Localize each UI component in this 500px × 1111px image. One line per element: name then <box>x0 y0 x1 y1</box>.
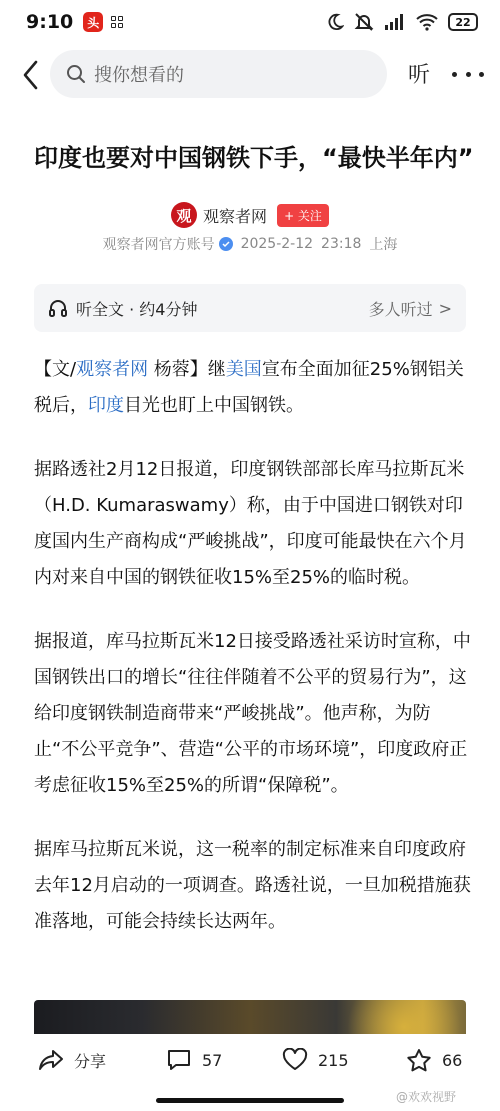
moon-icon <box>326 13 344 31</box>
bottom-action-bar <box>0 1034 500 1111</box>
article-title: 印度也要对中国钢铁下手，“最快半年内” <box>34 144 474 172</box>
listen-full-text-bar[interactable] <box>34 284 466 332</box>
account-type-label: 观察者网官方账号 <box>102 237 215 253</box>
status-icons <box>326 12 478 32</box>
publish-date: 2025-2-12 <box>240 236 314 252</box>
search-placeholder: 搜你想看的 <box>94 65 184 86</box>
link-usa[interactable]: 美国 <box>225 359 262 380</box>
back-arrow-icon[interactable] <box>18 58 44 92</box>
article-image[interactable] <box>34 1000 466 1034</box>
follow-button[interactable]: + 关注 <box>277 204 329 227</box>
author-row <box>0 198 500 232</box>
watermark: @欢欢视野 <box>396 1090 457 1104</box>
link-guancha[interactable]: 观察者网 <box>76 359 149 380</box>
status-time: 9:10 <box>26 11 74 33</box>
share-label: 分享 <box>74 1051 107 1071</box>
text: 宣布全面加征25%钢铝关税后， <box>34 359 464 416</box>
text: 【文/ <box>34 359 77 380</box>
battery-icon: 22 <box>448 13 478 31</box>
publish-location: 上海 <box>369 237 398 253</box>
search-input[interactable] <box>50 50 387 98</box>
paragraph-4: 据库马拉斯瓦米说，这一税率的制定标准来自印度政府去年12月启动的一项调查。路透社说，一旦加税措施获准落地，可能会持续长达两年。 <box>34 839 471 932</box>
wifi-icon <box>416 13 438 31</box>
mute-bell-icon <box>354 12 374 32</box>
heart-icon <box>282 1048 308 1072</box>
comment-icon <box>166 1048 192 1072</box>
listen-button[interactable]: 听 <box>408 63 431 88</box>
search-icon <box>66 64 86 84</box>
likes-count: 215 <box>318 1050 349 1070</box>
favorite-button[interactable] <box>406 1048 462 1072</box>
star-icon <box>406 1048 432 1072</box>
text: 杨蓉】继 <box>148 359 226 380</box>
comments-button[interactable] <box>166 1048 222 1072</box>
paragraph-2: 据路透社2月12日报道，印度钢铁部部长库马拉斯瓦米（H.D. Kumaraswamy）称，由于中国进口钢铁对印度国内生产商构成“严峻挑战”，印度可能最快在六个月内对来自中国的钢铁征收15%至25%的临时税。 <box>34 459 467 588</box>
article-meta <box>0 232 500 256</box>
paragraph-1 <box>34 352 472 424</box>
share-button[interactable] <box>38 1048 106 1072</box>
listeners-label: 多人听过 <box>368 299 433 319</box>
share-icon <box>38 1048 64 1072</box>
link-india[interactable]: 印度 <box>88 395 124 416</box>
comments-count: 57 <box>202 1050 223 1070</box>
grid-icon <box>111 16 125 28</box>
signal-icon <box>384 13 406 31</box>
text: 目光也盯上中国钢铁。 <box>124 395 304 416</box>
headphones-icon <box>48 298 68 318</box>
listeners-info <box>369 297 452 320</box>
home-indicator[interactable] <box>156 1098 344 1103</box>
author-avatar[interactable]: 观 <box>171 202 197 228</box>
toutiao-app-icon: 头 <box>83 12 103 32</box>
paragraph-3: 据报道，库马拉斯瓦米12日接受路透社采访时宣称，中国钢铁出口的增长“往往伴随着不公平的贸易行为”，这给印度钢铁制造商带来“严峻挑战”。他声称，为防止“不公平竞争”、营造“公平的市场环境”，印度政府正考虑征收15%至25%的所谓“保障税”。 <box>34 631 471 796</box>
author-name[interactable]: 观察者网 <box>203 206 268 226</box>
more-options-icon[interactable] <box>452 58 484 90</box>
verified-icon <box>219 237 233 251</box>
account-type <box>103 234 233 254</box>
status-bar <box>0 0 500 44</box>
nav-bar <box>0 48 500 102</box>
listen-full-text-label: 听全文 · 约4分钟 <box>76 299 198 319</box>
favorites-count: 66 <box>442 1050 463 1070</box>
like-button[interactable] <box>282 1048 349 1072</box>
article-body <box>34 352 472 968</box>
chevron-right-icon: > <box>438 298 452 318</box>
publish-time: 23:18 <box>321 236 362 252</box>
